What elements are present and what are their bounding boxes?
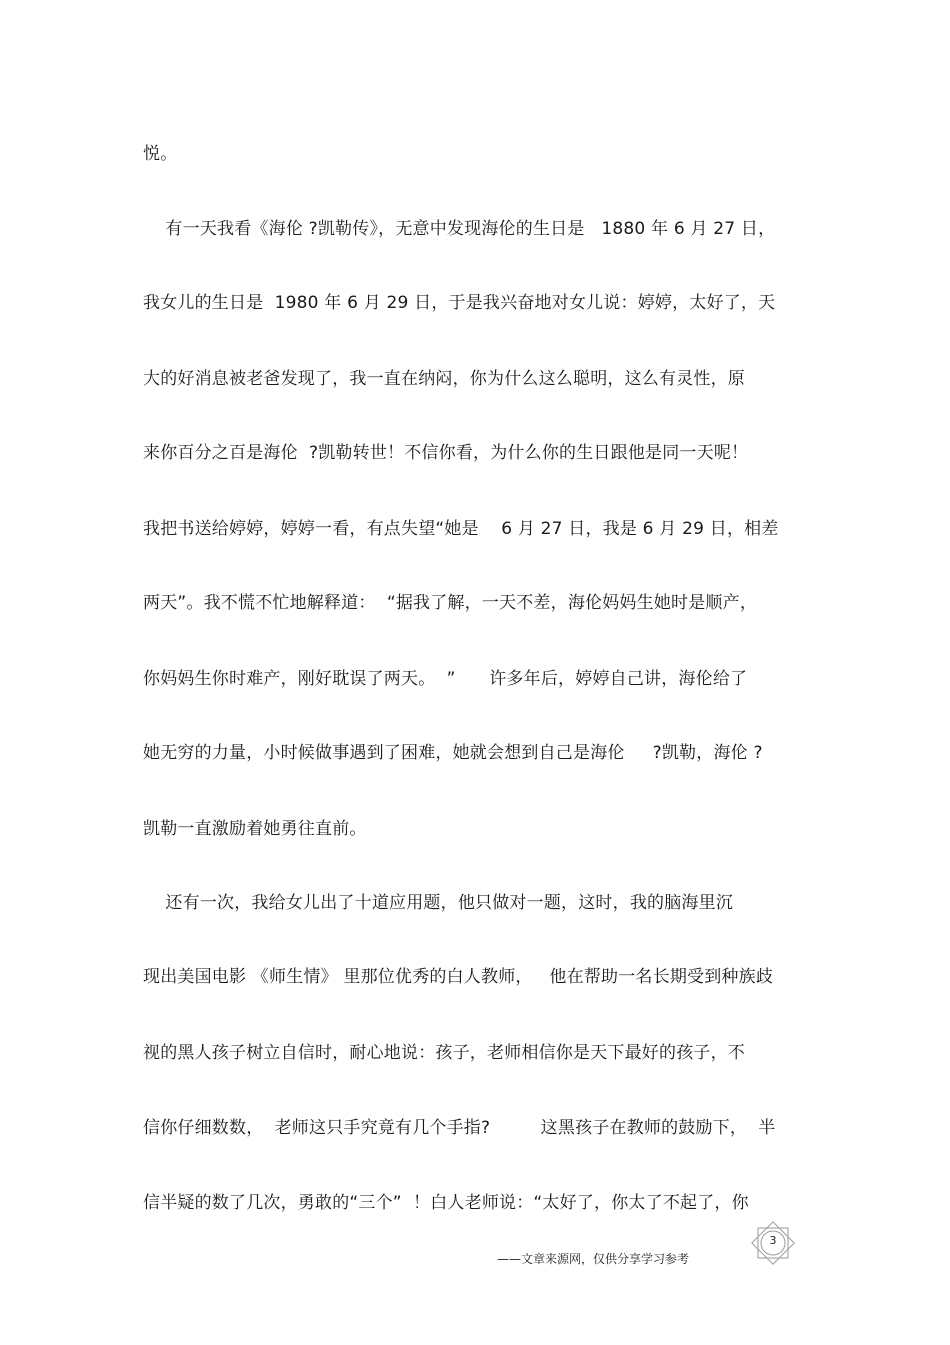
text-line: 现出美国电影 《师生情》 里那位优秀的白人教师， 他在帮助一名长期受到种族歧 (143, 967, 774, 987)
text-line: 有一天我看《海伦 ?凯勒传》，无意中发现海伦的生日是 1880 年 6 月 27 日， (143, 219, 776, 239)
text-line: 我女儿的生日是 1980 年 6 月 29 日，于是我兴奋地对女儿说：婷婷，太好了，天 (143, 293, 776, 313)
text-line: 我把书送给婷婷，婷婷一看，有点失望“她是 6 月 27 日，我是 6 月 29 日，相差 (143, 519, 779, 539)
text-line: 信半疑的数了几次，勇敢的“三个” ！白人老师说：“太好了，你太了不起了，你 (143, 1193, 749, 1213)
text-line: 两天”。我不慌不忙地解释道： “据我了解，一天不差，海伦妈妈生她时是顺产， (143, 593, 758, 613)
text-line: 信你仔细数数， 老师这只手究竟有几个手指? 这黑孩子在教师的鼓励下， 半 (143, 1118, 776, 1138)
text-line: 大的好消息被老爸发现了，我一直在纳闷，你为什么这么聪明，这么有灵性，原 (143, 369, 745, 389)
text-line: 来你百分之百是海伦 ?凯勒转世！不信你看，为什么你的生日跟他是同一天呢！ (143, 443, 749, 463)
text-line: 凯勒一直激励着她勇往直前。 (143, 819, 367, 839)
page-number-badge (748, 1218, 798, 1268)
text-line: 悦。 (143, 144, 178, 164)
footer-source-note: ——文章来源网，仅供分享学习参考 (497, 1252, 690, 1266)
page-number: 3 (769, 1234, 777, 1247)
text-line: 视的黑人孩子树立自信时，耐心地说：孩子，老师相信你是天下最好的孩子，不 (143, 1043, 745, 1063)
text-line: 还有一次，我给女儿出了十道应用题，他只做对一题，这时，我的脑海里沉 (143, 893, 734, 913)
text-line: 你妈妈生你时难产，刚好耽误了两天。 ” 许多年后，婷婷自己讲，海伦给了 (143, 669, 748, 689)
text-line: 她无穷的力量，小时候做事遇到了困难，她就会想到自己是海伦 ?凯勒，海伦 ? (143, 743, 763, 763)
